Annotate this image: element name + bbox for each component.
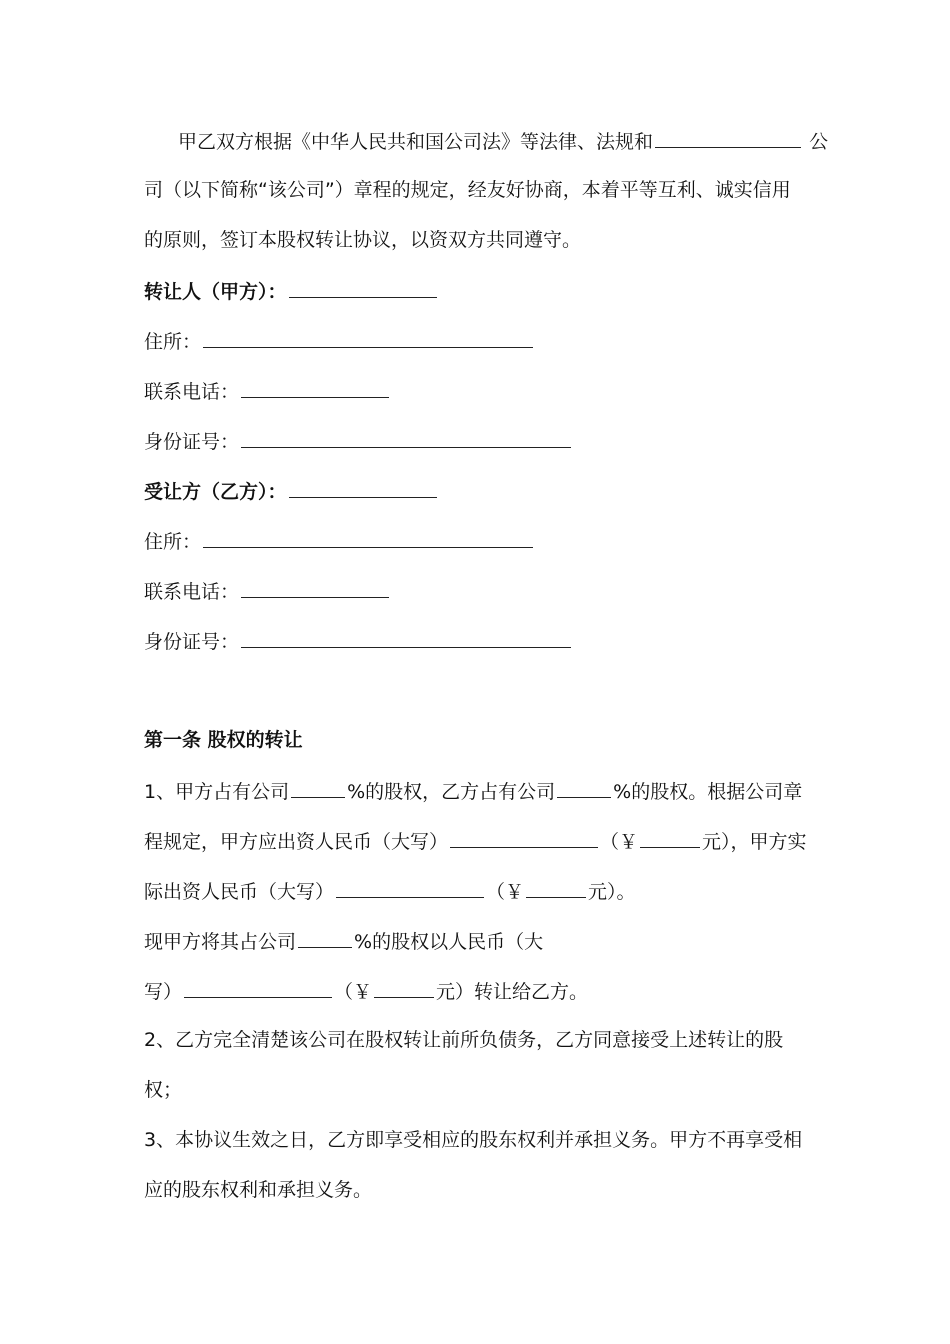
id-label: 身份证号： bbox=[144, 431, 240, 453]
text: %的股权。根据公司章 bbox=[613, 781, 803, 803]
article-1-p3-line1: 3、本协议生效之日，乙方即享受相应的股东权利并承担义务。甲方不再享受相 bbox=[144, 1129, 803, 1151]
phone-blank bbox=[241, 578, 389, 598]
article-1-p1-line5 bbox=[144, 978, 588, 1004]
address-blank bbox=[203, 328, 533, 348]
percent-blank bbox=[557, 778, 611, 798]
text: （￥ bbox=[600, 831, 639, 853]
transferor-phone bbox=[144, 378, 391, 404]
article-1-p1-line2 bbox=[144, 828, 807, 854]
text: 写） bbox=[144, 981, 183, 1003]
article-1-p1-line3 bbox=[144, 878, 636, 904]
transferee-phone bbox=[144, 578, 391, 604]
intro-line-3: 的原则，签订本股权转让协议，以资双方共同遵守。 bbox=[144, 229, 582, 251]
transferor-heading-label: 转让人（甲方）： bbox=[144, 281, 287, 303]
amount-number-blank bbox=[374, 978, 434, 998]
id-blank bbox=[241, 628, 571, 648]
article-1-p2-line1: 2、乙方完全清楚该公司在股权转让前所负债务，乙方同意接受上述转让的股 bbox=[144, 1029, 784, 1051]
transferor-heading bbox=[144, 278, 439, 304]
article-1-title: 第一条 股权的转让 bbox=[144, 729, 303, 751]
phone-label: 联系电话： bbox=[144, 381, 240, 403]
intro-text: 公 bbox=[809, 131, 829, 153]
text: 际出资人民币（大写） bbox=[144, 881, 335, 903]
id-label: 身份证号： bbox=[144, 631, 240, 653]
text: （￥ bbox=[334, 981, 373, 1003]
text: 现甲方将其占公司 bbox=[144, 931, 297, 953]
intro-line-2: 司（以下简称“该公司”）章程的规定，经友好协商，本着平等互利、诚实信用 bbox=[144, 179, 791, 201]
text: 元），甲方实 bbox=[702, 831, 807, 853]
text: %的股权，乙方占有公司 bbox=[347, 781, 556, 803]
text: %的股权以人民币（大 bbox=[354, 931, 544, 953]
transferee-heading bbox=[144, 478, 439, 504]
amount-words-blank bbox=[450, 828, 598, 848]
transferor-address bbox=[144, 328, 535, 354]
phone-label: 联系电话： bbox=[144, 581, 240, 603]
amount-words-blank bbox=[336, 878, 484, 898]
text: 1、甲方占有公司 bbox=[144, 781, 290, 803]
article-1-p2-line2: 权； bbox=[144, 1079, 183, 1101]
transferee-name-blank bbox=[289, 478, 437, 498]
amount-number-blank bbox=[526, 878, 586, 898]
transferor-id bbox=[144, 428, 573, 454]
company-name-blank bbox=[655, 128, 801, 148]
percent-blank bbox=[291, 778, 345, 798]
transferee-address bbox=[144, 528, 535, 554]
transferee-id bbox=[144, 628, 573, 654]
text: 元）转让给乙方。 bbox=[436, 981, 589, 1003]
transferee-heading-label: 受让方（乙方）： bbox=[144, 481, 287, 503]
address-label: 住所： bbox=[144, 331, 202, 353]
text: （￥ bbox=[486, 881, 525, 903]
intro-text: 甲乙双方根据《中华人民共和国公司法》等法律、法规和 bbox=[178, 131, 654, 153]
text: 程规定，甲方应出资人民币（大写） bbox=[144, 831, 449, 853]
percent-blank bbox=[298, 928, 352, 948]
id-blank bbox=[241, 428, 571, 448]
article-1-p1-line4 bbox=[144, 928, 543, 954]
address-label: 住所： bbox=[144, 531, 202, 553]
article-1-p3-line2: 应的股东权利和承担义务。 bbox=[144, 1179, 373, 1201]
text: 元）。 bbox=[588, 881, 636, 903]
amount-number-blank bbox=[640, 828, 700, 848]
transferor-name-blank bbox=[289, 278, 437, 298]
phone-blank bbox=[241, 378, 389, 398]
amount-words-blank bbox=[184, 978, 332, 998]
article-1-p1-line1 bbox=[144, 778, 802, 804]
address-blank bbox=[203, 528, 533, 548]
intro-line-1 bbox=[178, 128, 828, 154]
